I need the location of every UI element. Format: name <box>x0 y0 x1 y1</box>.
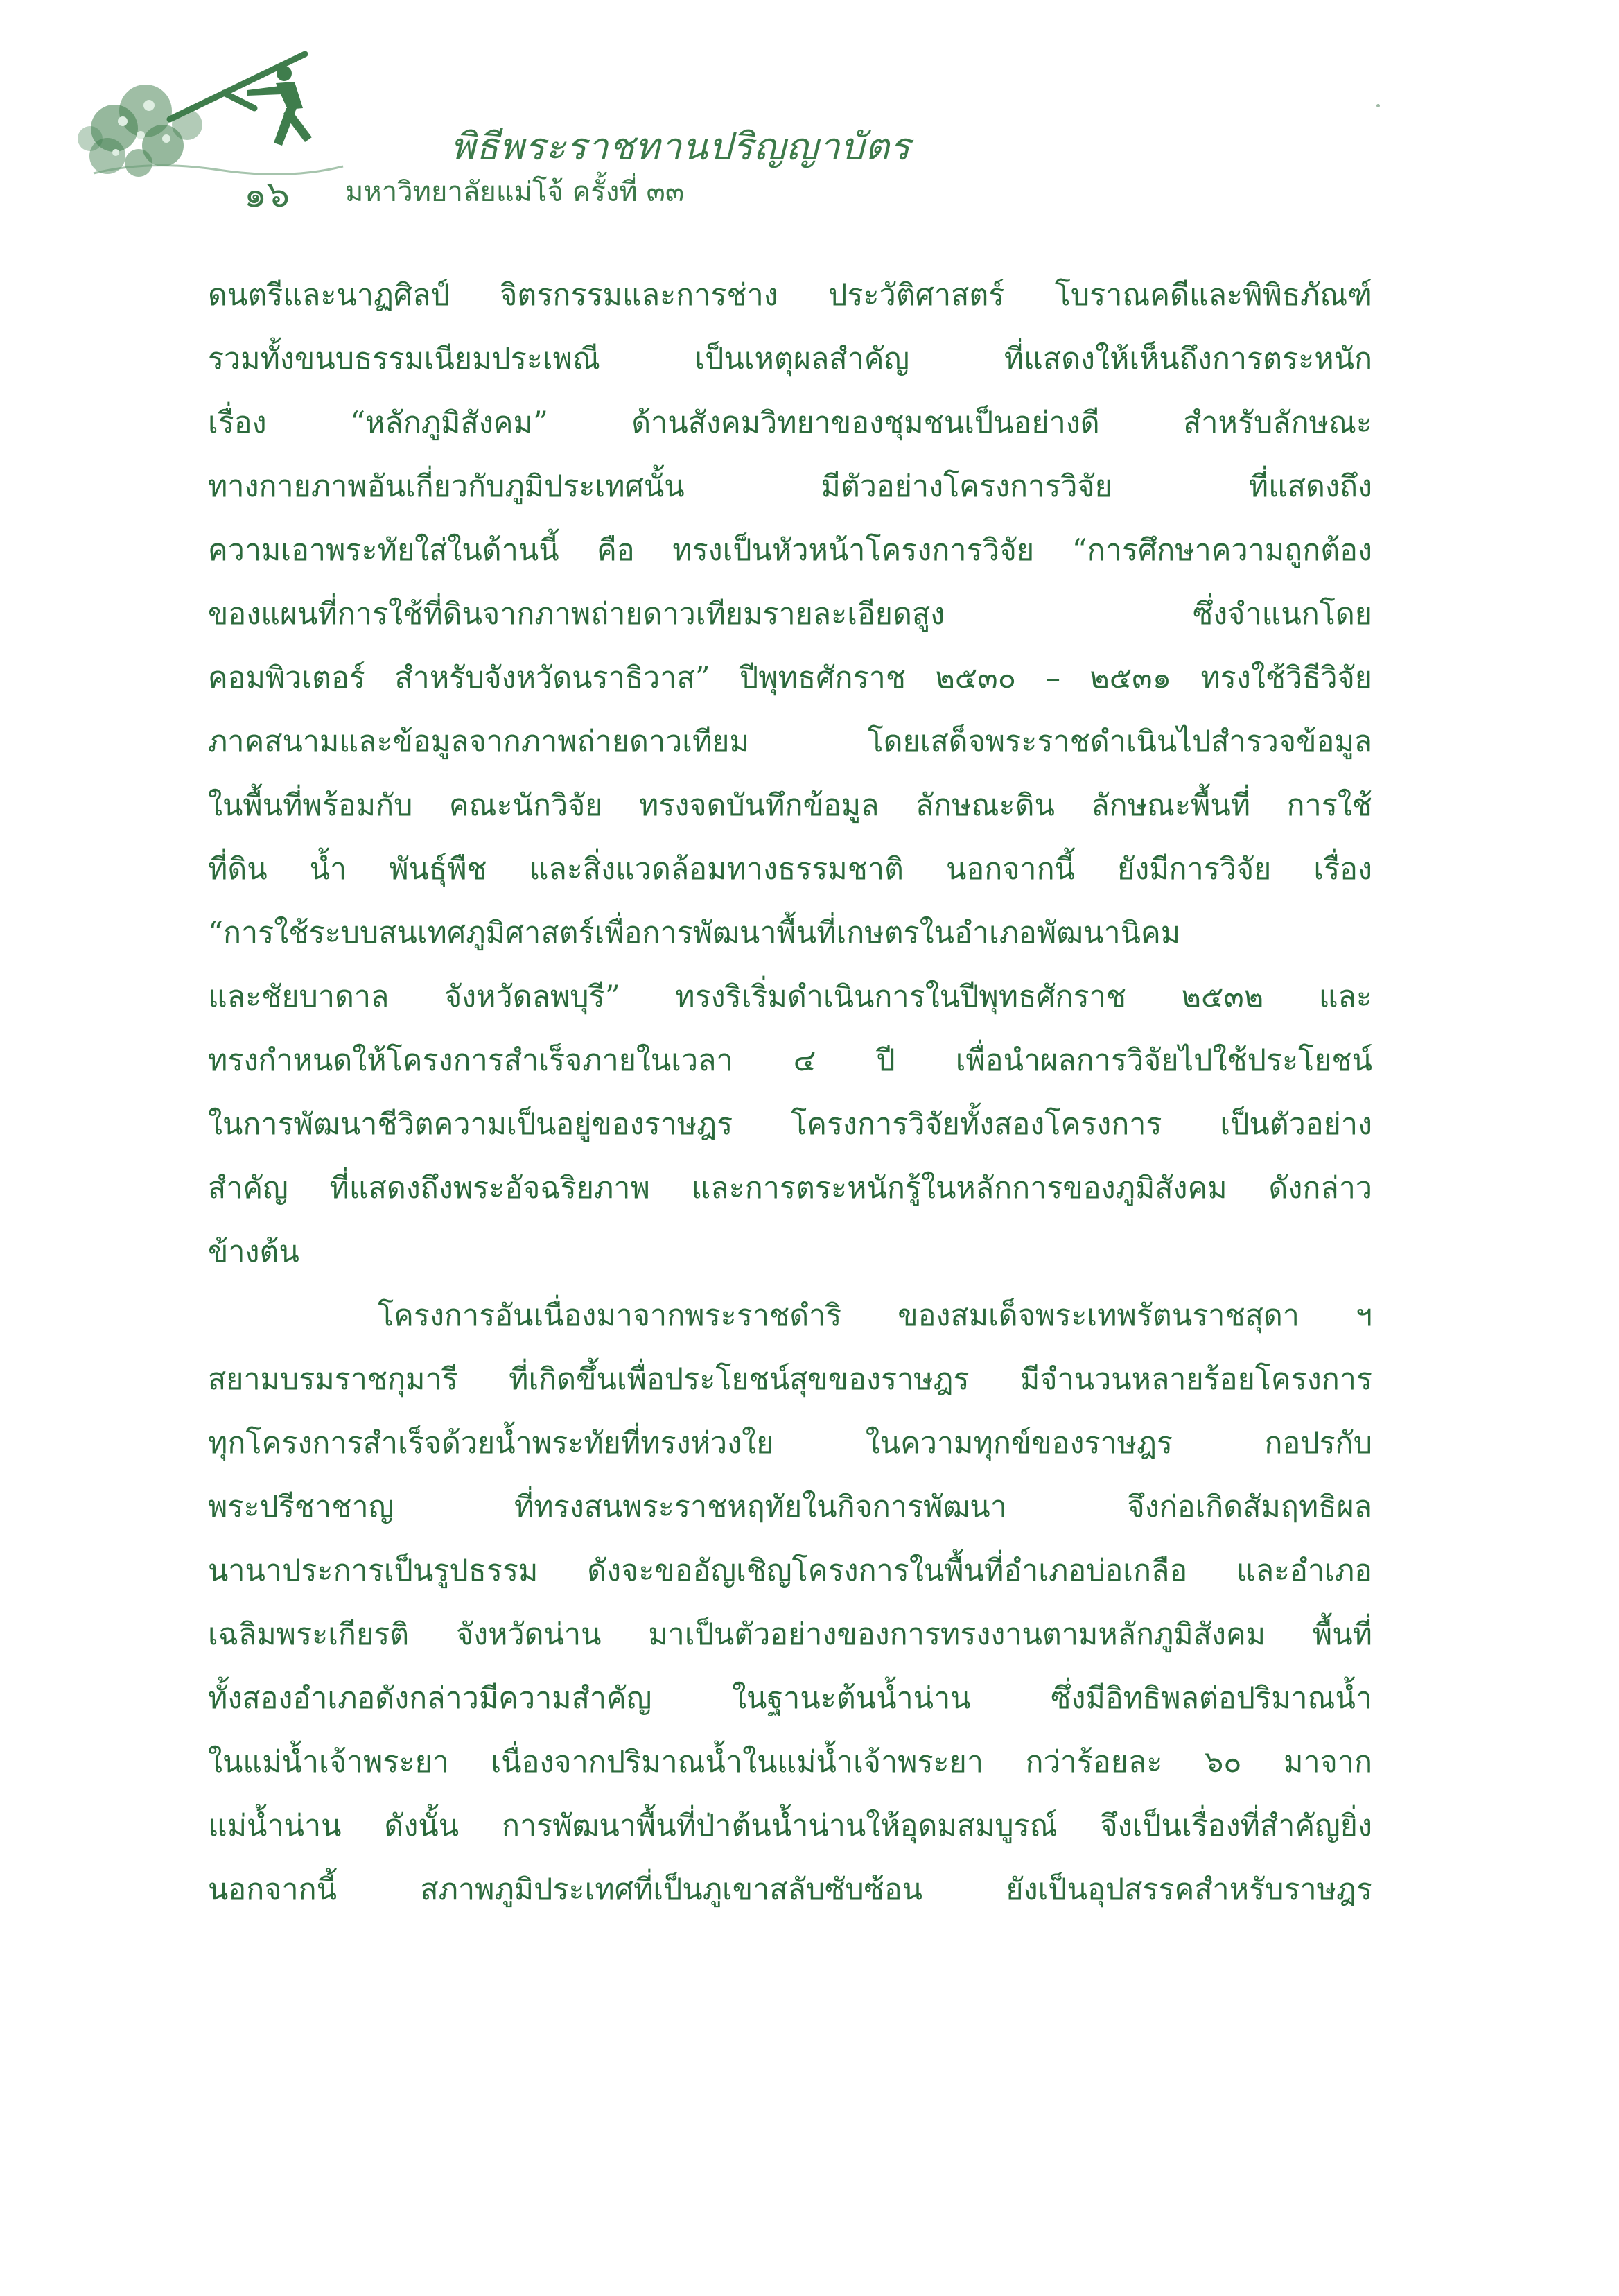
text-line: ภาคสนามและข้อมูลจากภาพถ่ายดาวเทียม โดยเสด็จพระราชดำเนินไปสำรวจข้อมูล <box>208 724 1372 759</box>
text-line: ในพื้นที่พร้อมกับ คณะนักวิจัย ทรงจดบันทึกข้อมูล ลักษณะดิน ลักษณะพื้นที่ การใช้ <box>208 788 1372 823</box>
text-line: ที่ดิน น้ำ พันธุ์พืช และสิ่งแวดล้อมทางธรรมชาติ นอกจากนี้ ยังมีการวิจัย เรื่อง <box>208 852 1372 887</box>
paragraph-1 <box>208 263 1372 1284</box>
text-line: สยามบรมราชกุมารี ที่เกิดขึ้นเพื่อประโยชน์สุขของราษฎร มีจำนวนหลายร้อยโครงการ <box>208 1362 1372 1397</box>
page-number: ๑๖ <box>244 174 290 216</box>
text-line: รวมทั้งขนบธรรมเนียมประเพณี เป็นเหตุผลสำคัญ ที่แสดงให้เห็นถึงการตระหนัก <box>208 342 1372 376</box>
text-line: เรื่อง “หลักภูมิสังคม” ด้านสังคมวิทยาของชุมชนเป็นอย่างดี สำหรับลักษณะ <box>208 406 1372 440</box>
text-line: ทรงกำหนดให้โครงการสำเร็จภายในเวลา ๔ ปี เพื่อนำผลการวิจัยไปใช้ประโยชน์ <box>208 1043 1372 1078</box>
text-line: นอกจากนี้ สภาพภูมิประเทศที่เป็นภูเขาสลับซับซ้อน ยังเป็นอุปสรรคสำหรับราษฎร <box>208 1872 1372 1907</box>
text-line: ทั้งสองอำเภอดังกล่าวมีความสำคัญ ในฐานะต้นน้ำน่าน ซึ่งมีอิทธิพลต่อปริมาณน้ำ <box>208 1681 1372 1716</box>
text-line: เฉลิมพระเกียรติ จังหวัดน่าน มาเป็นตัวอย่างของการทรงงานตามหลักภูมิสังคม พื้นที่ <box>208 1617 1372 1652</box>
text-line: ข้างต้น <box>208 1235 299 1269</box>
header-subtitle: มหาวิทยาลัยแม่โจ้ ครั้งที่ ๓๓ <box>345 176 685 208</box>
ceremony-title: พิธีพระราชทานปริญญาบัตร <box>450 125 911 168</box>
text-line: แม่น้ำน่าน ดังนั้น การพัฒนาพื้นที่ป่าต้นน้ำน่านให้อุดมสมบูรณ์ จึงเป็นเรื่องที่สำคัญยิ่ง <box>208 1809 1372 1843</box>
text-line: พระปรีชาชาญ ที่ทรงสนพระราชหฤทัยในกิจการพัฒนา จึงก่อเกิดสัมฤทธิผล <box>208 1490 1372 1524</box>
body-text <box>208 263 1372 1922</box>
scan-speck <box>1376 104 1380 107</box>
text-line: ในการพัฒนาชีวิตความเป็นอยู่ของราษฎร โครงการวิจัยทั้งสองโครงการ เป็นตัวอย่าง <box>208 1107 1372 1142</box>
text-line: นานาประการเป็นรูปธรรม ดังจะขออัญเชิญโครงการในพื้นที่อำเภอบ่อเกลือ และอำเภอ <box>208 1554 1372 1588</box>
text-line: ดนตรีและนาฏศิลป์ จิตรกรรมและการช่าง ประวัติศาสตร์ โบราณคดีและพิพิธภัณฑ์ <box>208 278 1372 313</box>
text-line: ทางกายภาพอันเกี่ยวกับภูมิประเทศนั้น มีตัวอย่างโครงการวิจัย ที่แสดงถึง <box>208 469 1372 504</box>
text-line: ในแม่น้ำเจ้าพระยา เนื่องจากปริมาณน้ำในแม่น้ำเจ้าพระยา กว่าร้อยละ ๖๐ มาจาก <box>208 1745 1372 1780</box>
text-line: คอมพิวเตอร์ สำหรับจังหวัดนราธิวาส” ปีพุทธศักราช ๒๕๓๐ – ๒๕๓๑ ทรงใช้วิธีวิจัย <box>208 661 1372 695</box>
text-line: สำคัญ ที่แสดงถึงพระอัจฉริยภาพ และการตระหนักรู้ในหลักการของภูมิสังคม ดังกล่าว <box>208 1171 1372 1206</box>
farmer-plowing-illustration-icon <box>66 42 454 180</box>
text-line: ของแผนที่การใช้ที่ดินจากภาพถ่ายดาวเทียมรายละเอียดสูง ซึ่งจำแนกโดย <box>208 597 1372 632</box>
text-line: และชัยบาดาล จังหวัดลพบุรี” ทรงริเริ่มดำเนินการในปีพุทธศักราช ๒๕๓๒ และ <box>208 980 1372 1014</box>
text-line: โครงการอันเนื่องมาจากพระราชดำริ ของสมเด็จพระเทพรัตนราชสุดา ฯ <box>378 1298 1372 1333</box>
paragraph-2 <box>208 1284 1372 1922</box>
text-line: “การใช้ระบบสนเทศภูมิศาสตร์เพื่อการพัฒนาพื้นที่เกษตรในอำเภอพัฒนานิคม <box>208 916 1181 950</box>
text-line: ทุกโครงการสำเร็จด้วยน้ำพระทัยที่ทรงห่วงใย ในความทุกข์ของราษฎร กอปรกับ <box>208 1426 1372 1461</box>
text-line: ความเอาพระทัยใส่ในด้านนี้ คือ ทรงเป็นหัวหน้าโครงการวิจัย “การศึกษาความถูกต้อง <box>208 533 1372 568</box>
